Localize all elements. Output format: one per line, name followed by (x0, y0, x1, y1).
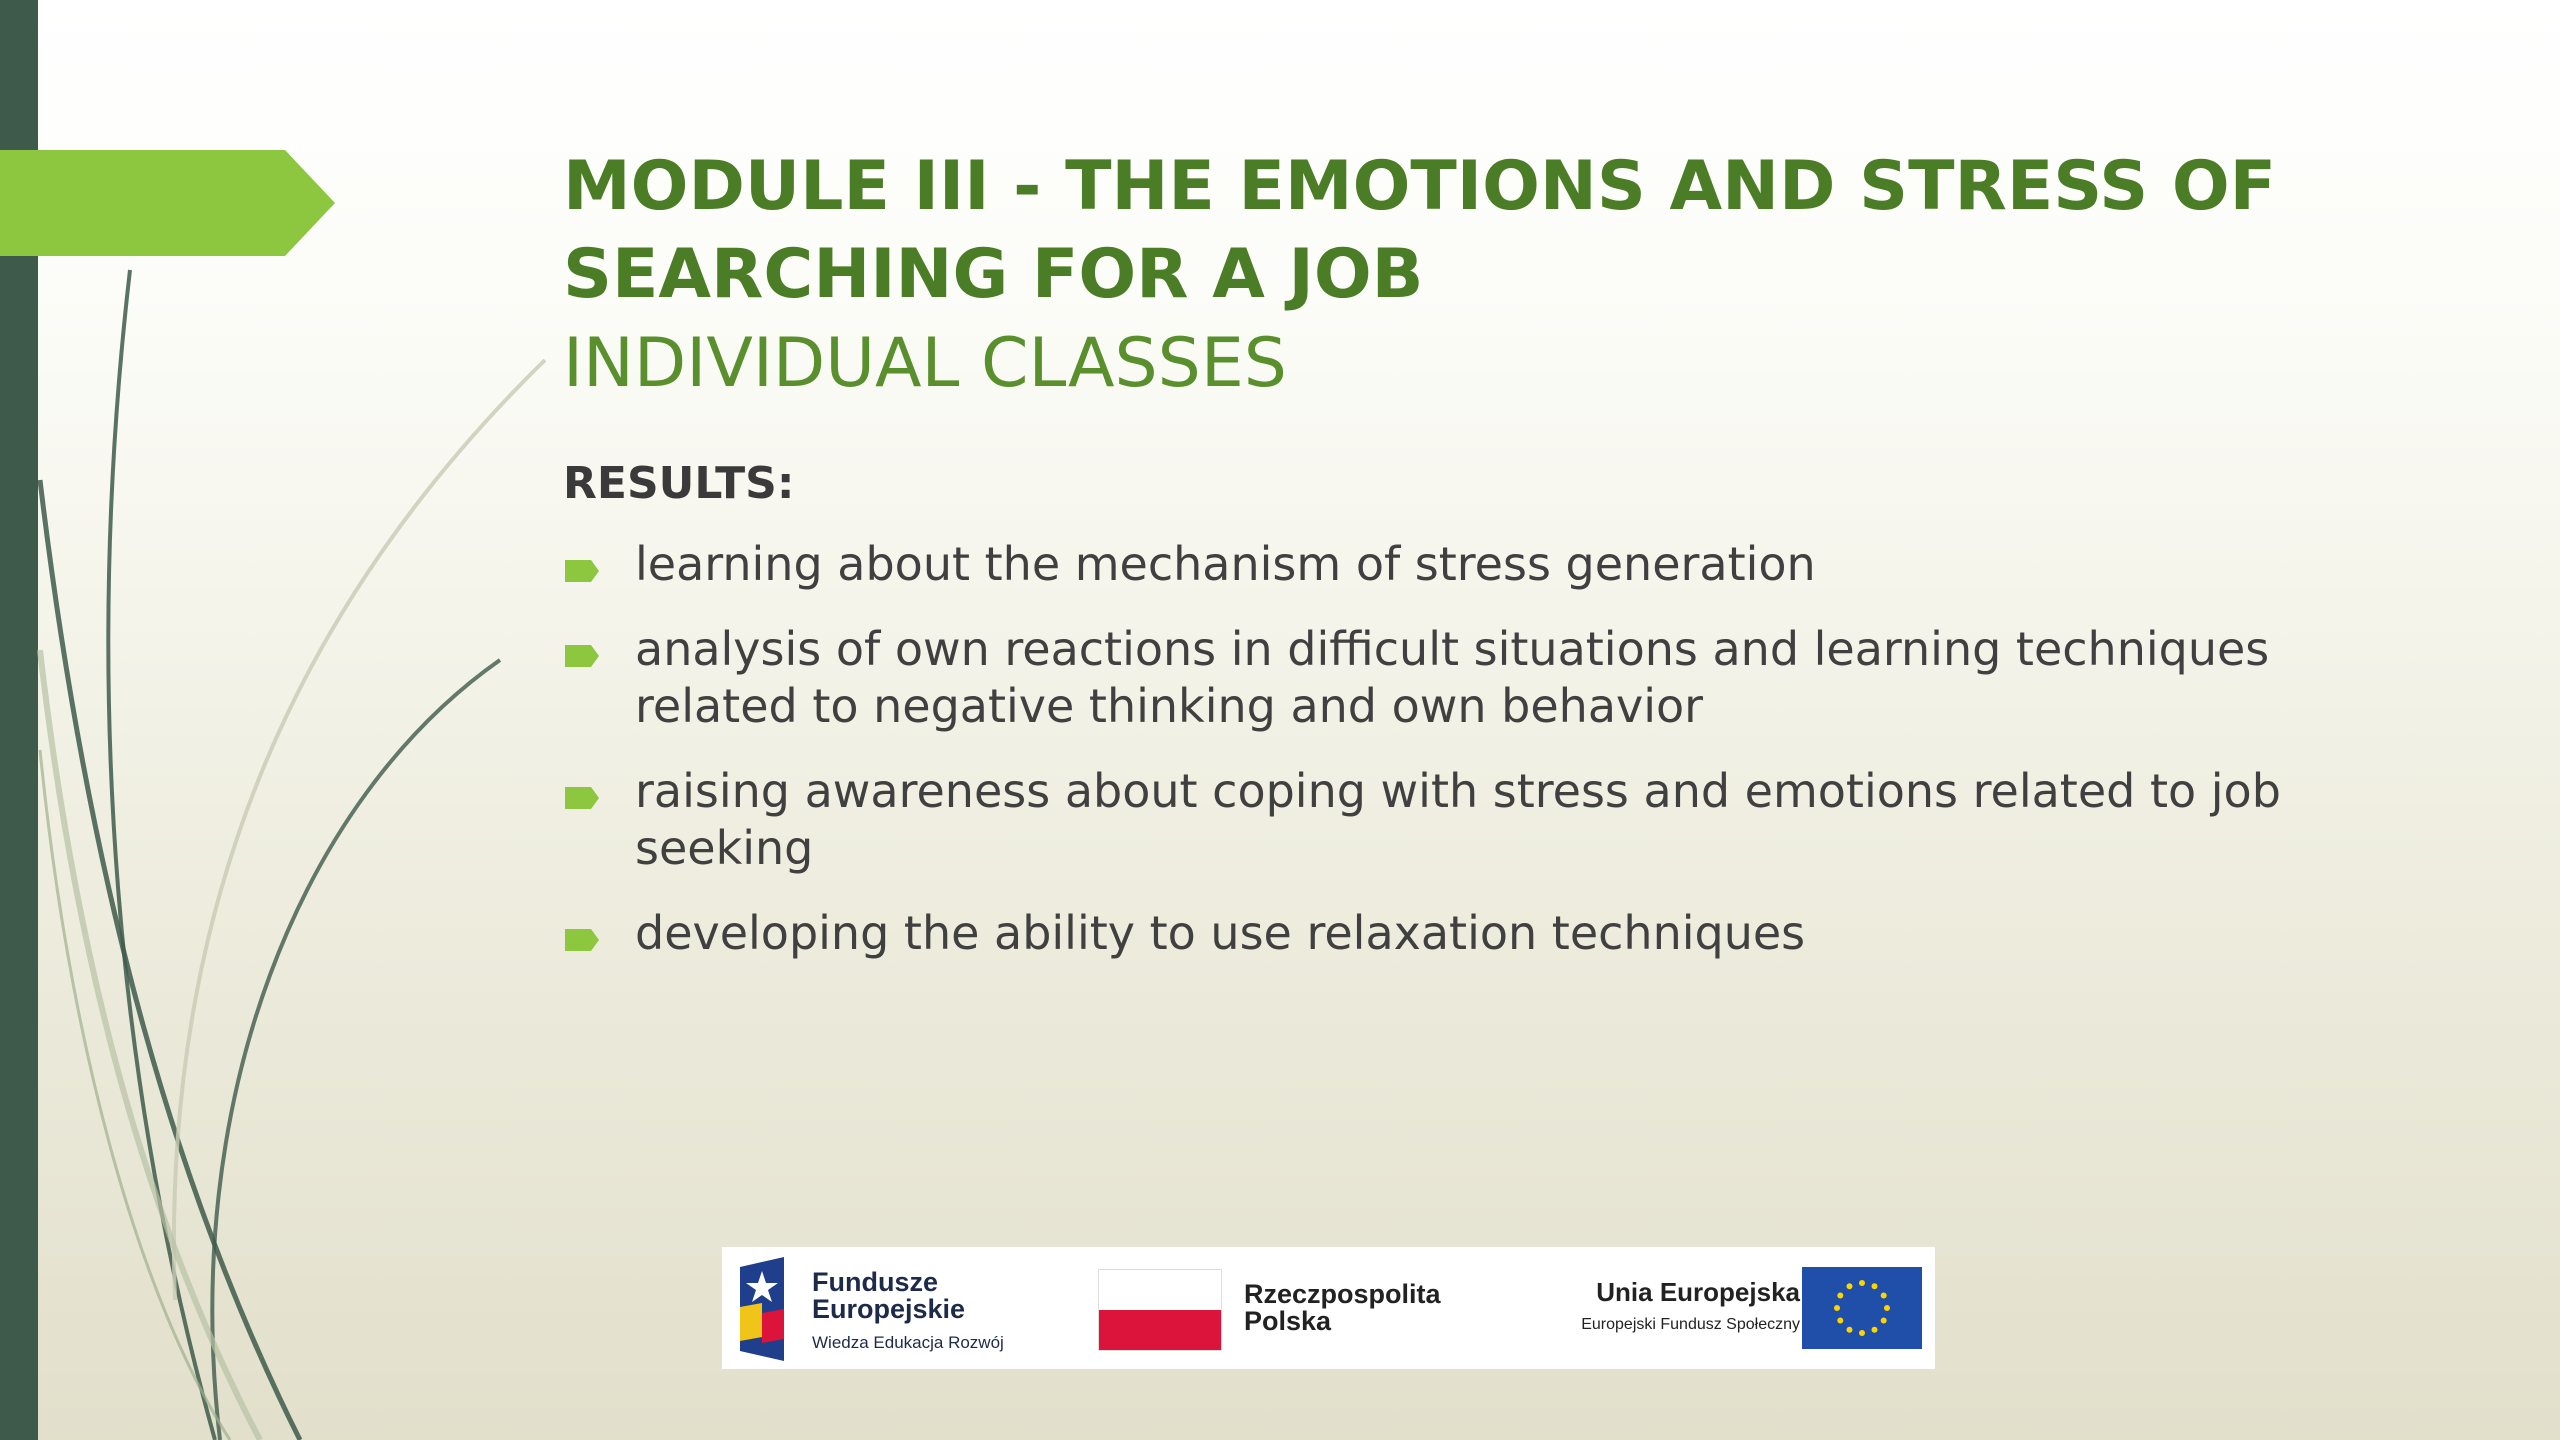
fundusze-text (812, 1269, 1004, 1353)
green-arrow-bullet-icon (565, 560, 599, 582)
fundusze-europejskie-logo (732, 1257, 792, 1361)
eu-star (1872, 1327, 1878, 1333)
bullet-text (635, 621, 2323, 735)
eu-flag-icon (1802, 1267, 1922, 1349)
eu-text (1522, 1277, 1800, 1334)
bullet-text (635, 763, 2323, 877)
fundusze-line1: Fundusze (812, 1267, 938, 1297)
green-arrow-bullet-icon (565, 787, 599, 809)
eu-star (1847, 1327, 1853, 1333)
bullet-line: developing the ability to use relaxation techniques (635, 906, 1806, 960)
funding-logo-bar (722, 1247, 1935, 1369)
bullet-line: raising awareness about coping with stress and emotions related to job (635, 764, 2281, 818)
eu-subtitle: Europejski Fundusz Społeczny (1581, 1316, 1800, 1333)
rp-line2: Polska (1244, 1306, 1332, 1336)
bullet-line: seeking (635, 821, 814, 875)
slide-title-line2: SEARCHING FOR A JOB (563, 235, 1424, 314)
green-arrow-tab-icon (0, 150, 335, 256)
list-item (563, 621, 2323, 735)
eu-star (1884, 1305, 1890, 1311)
rzeczpospolita-text (1244, 1281, 1441, 1335)
list-item (563, 905, 2323, 962)
title-block (563, 143, 2463, 409)
eu-star (1847, 1283, 1853, 1289)
eu-star (1859, 1330, 1865, 1336)
list-item (563, 536, 2323, 593)
results-list (563, 536, 2323, 990)
list-item (563, 763, 2323, 877)
rp-line1: Rzeczpospolita (1244, 1279, 1441, 1309)
green-arrow-bullet-icon (565, 929, 599, 951)
eu-star (1881, 1293, 1887, 1299)
eu-star (1837, 1293, 1843, 1299)
bullet-line: analysis of own reactions in difficult situations and learning techniques (635, 622, 2270, 676)
bullet-text (635, 905, 2323, 962)
flag-red-stripe (1099, 1310, 1221, 1350)
slide-title (563, 143, 2463, 319)
slide-title-line1: MODULE III - THE EMOTIONS AND STRESS OF (563, 147, 2277, 226)
fundusze-subtitle: Wiedza Edukacja Rozwój (812, 1333, 1004, 1352)
flag-white-stripe (1099, 1270, 1221, 1310)
fundusze-line2: Europejskie (812, 1294, 966, 1324)
eu-star (1872, 1283, 1878, 1289)
slide-subtitle: INDIVIDUAL CLASSES (563, 324, 1287, 403)
bullet-line: related to negative thinking and own behavior (635, 679, 1704, 733)
eu-star (1837, 1318, 1843, 1324)
eu-title: Unia Europejska (1596, 1277, 1800, 1307)
results-heading: RESULTS: (563, 458, 795, 509)
eu-star (1881, 1318, 1887, 1324)
bullet-line: learning about the mechanism of stress generation (635, 537, 1816, 591)
eu-star (1834, 1305, 1840, 1311)
green-arrow-bullet-icon (565, 645, 599, 667)
poland-flag-icon (1098, 1269, 1222, 1351)
eu-star (1859, 1280, 1865, 1286)
bullet-text (635, 536, 2323, 593)
